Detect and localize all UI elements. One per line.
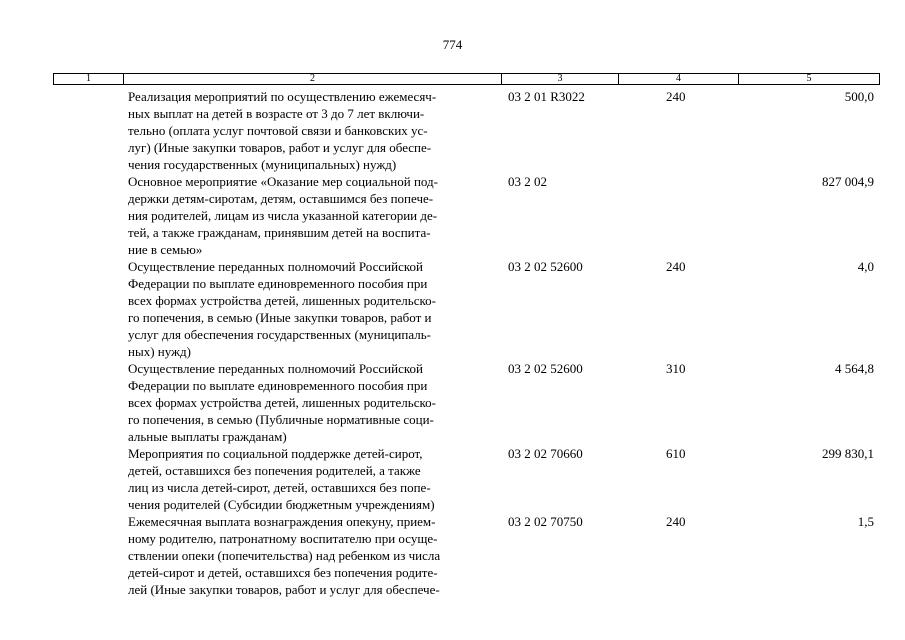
row-code: 03 2 02 70660 (508, 446, 583, 461)
header-col-2: 2 (124, 74, 502, 84)
header-col-1: 1 (54, 74, 124, 84)
table-row (0, 445, 905, 513)
table-row (0, 513, 905, 598)
row-type: 310 (666, 361, 686, 376)
row-type: 240 (666, 259, 686, 274)
header-col-4: 4 (619, 74, 739, 84)
row-code: 03 2 02 70750 (508, 514, 583, 529)
row-description: Осуществление переданных полномочий Российской Федерации по выплате единовременного пособия при всех формах устройства детей, лишенных родительско- го попечения, в семью (Иные закупки товаров, работ и услуг для обеспечения государственных (муниципаль- ных) нужд) (128, 259, 436, 359)
row-amount: 4 564,8 (835, 361, 874, 376)
row-code: 03 2 02 (508, 174, 547, 189)
table-row (0, 88, 905, 173)
row-code: 03 2 02 52600 (508, 361, 583, 376)
row-amount: 299 830,1 (822, 446, 874, 461)
table-row (0, 360, 905, 445)
row-type: 240 (666, 514, 686, 529)
row-type: 610 (666, 446, 686, 461)
table-row (0, 258, 905, 360)
row-type: 240 (666, 89, 686, 104)
header-col-3: 3 (502, 74, 619, 84)
row-description: Основное мероприятие «Оказание мер социальной под- держки детям-сиротам, детям, оставшимся без попече- ния родителей, лицам из числа указанной категории де- тей, а также гражданам, принявшим детей на воспита- ние в семью» (128, 174, 438, 257)
row-code: 03 2 01 R3022 (508, 89, 585, 104)
row-description: Реализация мероприятий по осуществлению ежемесяч- ных выплат на детей в возрасте от 3 до 7 лет включи- тельно (оплата услуг почтовой связи и банковских ус- луг) (Иные закупки товаров, работ и услуг для обеспе- чения государственных (муниципальных) нужд) (128, 89, 437, 172)
row-amount: 827 004,9 (822, 174, 874, 189)
row-amount: 4,0 (857, 259, 874, 274)
row-description: Осуществление переданных полномочий Российской Федерации по выплате единовременного пособия при всех формах устройства детей, лишенных родительско- го попечения, в семью (Публичные нормативные соци- альные выплаты гражданам) (128, 361, 436, 444)
table-header (53, 73, 880, 85)
table-body (0, 88, 905, 598)
row-amount: 1,5 (857, 514, 874, 529)
header-col-5: 5 (806, 73, 812, 84)
row-amount: 500,0 (844, 89, 874, 104)
table-row (0, 173, 905, 258)
row-description: Ежемесячная выплата вознаграждения опекуну, прием- ному родителю, патронатному воспитателю при осуще- ствлении опеки (попечительства) над ребенком из числа детей-сирот и детей, оставшихся без попечения родите- лей (Иные закупки товаров, работ и услуг для обеспече- (128, 514, 441, 597)
page-number: 774 (442, 37, 463, 52)
row-code: 03 2 02 52600 (508, 259, 583, 274)
row-description: Мероприятия по социальной поддержке детей-сирот, детей, оставшихся без попечения родителей, а также лиц из числа детей-сирот, детей, оставшихся без попе- чения родителей (Субсидии бюджетным учреждениям) (128, 446, 435, 512)
